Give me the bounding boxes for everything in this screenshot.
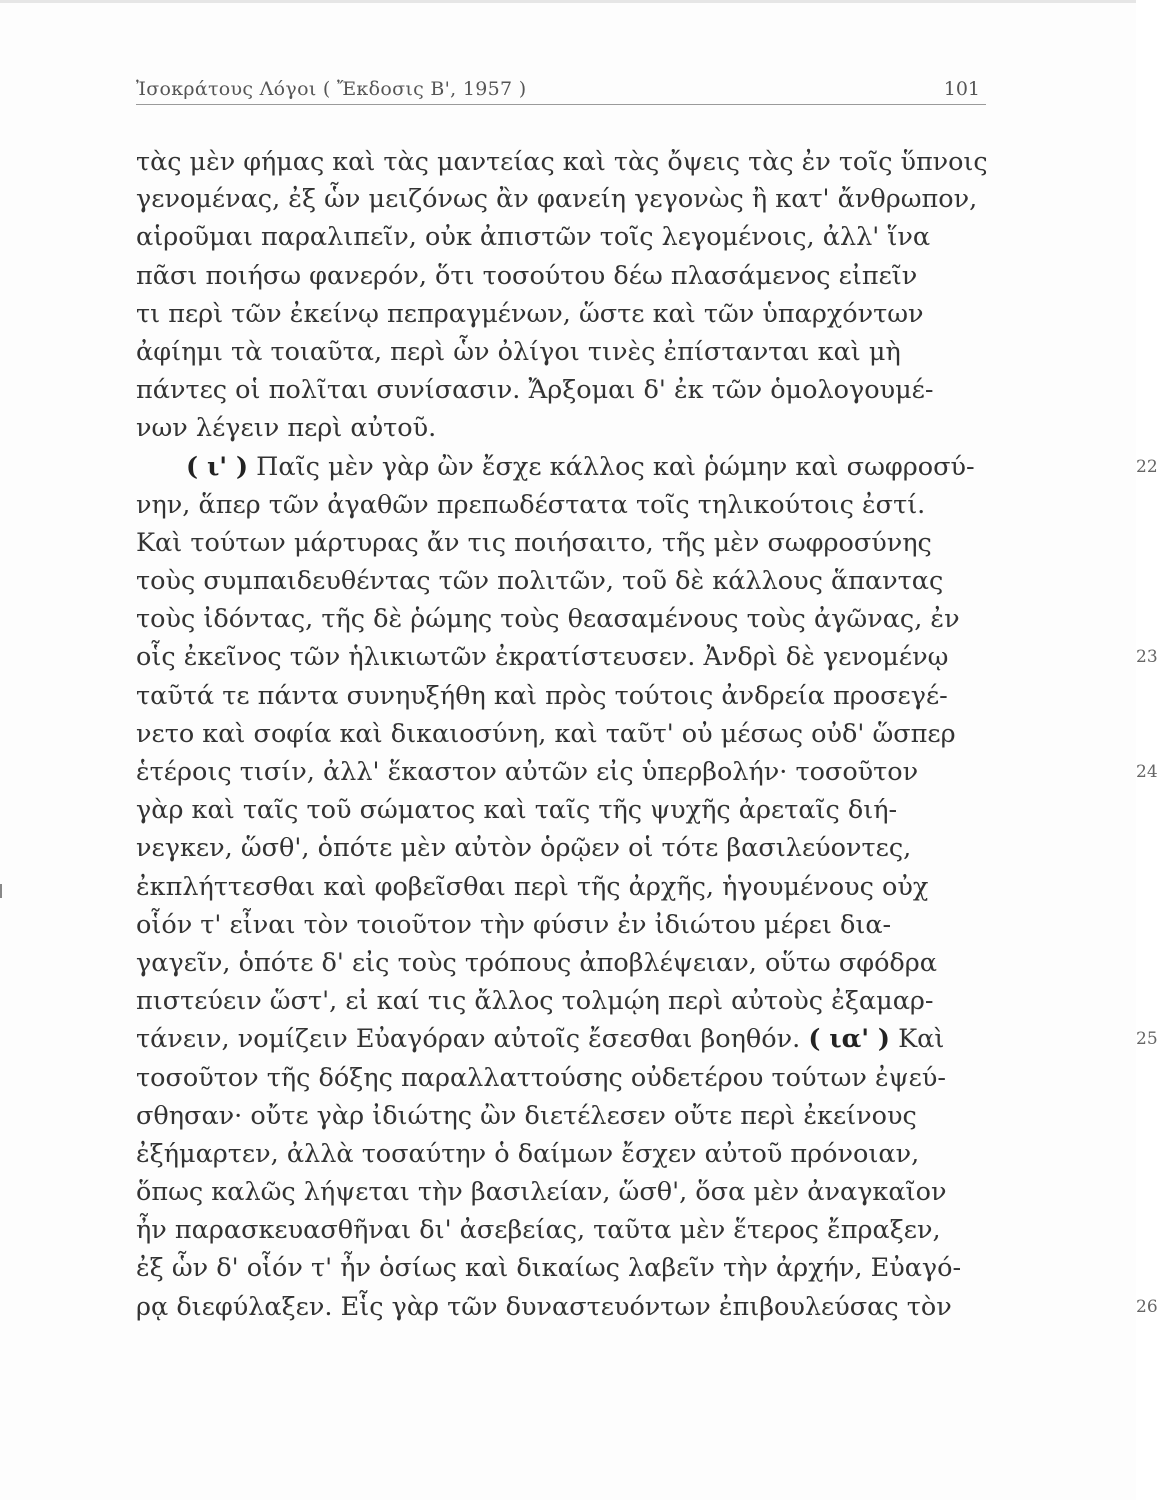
margin-number: 26	[1136, 1296, 1158, 1317]
running-title: Ἰσοκράτους Λόγοι ( Ἔκδοσις Β', 1957 )	[136, 78, 527, 100]
header-rule	[136, 104, 986, 105]
margin-tick	[0, 884, 2, 898]
text-line: τοὺς συμπαιδευθέντας τῶν πολιτῶν, τοῦ δὲ κάλλους ἅπαντας	[136, 566, 944, 597]
text-line: γενομένας, ἐξ ὧν μειζόνως ἂν φανείη γεγονὼς ἢ κατ' ἄνθρωπον,	[136, 184, 978, 215]
margin-number: 25	[1136, 1029, 1158, 1050]
page-top-edge	[0, 0, 1136, 3]
text-line: νεγκεν, ὥσθ', ὁπότε μὲν αὐτὸν ὁρῷεν οἱ τότε βασιλεύοντες,	[136, 833, 912, 864]
text-line: ταῦτά τε πάντα συνηυξήθη καὶ πρὸς τούτοις ἀνδρεία προσεγέ-	[136, 680, 948, 711]
text-line: τάνειν, νομίζειν Εὐαγόραν αὐτοῖς ἔσεσθαι βοηθόν. ( ια' ) Καὶ 25	[136, 1020, 996, 1058]
margin-number: 24	[1136, 762, 1158, 782]
text-line: γαγεῖν, ὁπότε δ' εἰς τοὺς τρόπους ἀποβλέψειαν, οὕτω σφόδρα	[136, 947, 937, 978]
text-line: αἱροῦμαι παραλιπεῖν, οὐκ ἀπιστῶν τοῖς λεγομένοις, ἀλλ' ἵνα	[136, 222, 931, 253]
body-text	[136, 142, 1158, 1326]
margin-number: 22	[1136, 456, 1158, 477]
text-line: σθησαν· οὔτε γὰρ ἰδιώτης ὢν διετέλεσεν οὔτε περὶ ἐκείνους	[136, 1100, 917, 1131]
text-line: ἐξ ὧν δ' οἷόν τ' ἦν ὁσίως καὶ δικαίως λαβεῖν τὴν ἀρχήν, Εὐαγό-	[136, 1253, 962, 1284]
text-line: τοσοῦτον τῆς δόξης παραλλαττούσης οὐδετέρου τούτων ἐψεύ-	[136, 1062, 947, 1093]
text-line: ἦν παρασκευασθῆναι δι' ἀσεβείας, ταῦτα μὲν ἕτερος ἔπραξεν,	[136, 1215, 941, 1246]
page-number: 101	[943, 78, 980, 100]
section-mark-iota: ( ι' )	[186, 451, 249, 482]
text-line: ὅπως καλῶς λήψεται τὴν βασιλείαν, ὥσθ', ὅσα μὲν ἀναγκαῖον	[136, 1177, 947, 1208]
text-line: πιστεύειν ὥστ', εἰ καί τις ἄλλος τολμῴη περὶ αὐτοὺς ἐξαμαρ-	[136, 986, 934, 1017]
text-line: νων λέγειν περὶ αὐτοῦ.	[136, 413, 437, 444]
text-line: πάντες οἱ πολῖται συνίσασιν. Ἄρξομαι δ' ἐκ τῶν ὁμολογουμέ-	[136, 375, 934, 406]
text-line: ἐξήμαρτεν, ἀλλὰ τοσαύτην ὁ δαίμων ἔσχεν αὐτοῦ πρόνοιαν,	[136, 1138, 920, 1169]
margin-number: 23	[1136, 647, 1158, 668]
text-line: Καὶ τούτων μάρτυρας ἄν τις ποιήσαιτο, τῆς μὲν σωφροσύνης	[136, 527, 932, 558]
section-mark-iota-alpha: ( ια' )	[808, 1024, 890, 1055]
text-line: οἷόν τ' εἶναι τὸν τοιοῦτον τὴν φύσιν ἐν ἰδιώτου μέρει δια-	[136, 909, 892, 940]
text-line: τοὺς ἰδόντας, τῆς δὲ ῥώμης τοὺς θεασαμένους τοὺς ἀγῶνας, ἐν	[136, 604, 960, 635]
text-line: ρᾳ διεφύλαξεν. Εἷς γὰρ τῶν δυναστευόντων ἐπιβουλεύσας τὸν 26	[136, 1288, 996, 1326]
text-line: ἑτέροις τισίν, ἀλλ' ἕκαστον αὐτῶν εἰς ὑπερβολήν· τοσοῦτον 24	[136, 753, 996, 791]
text-line: γὰρ καὶ ταῖς τοῦ σώματος καὶ ταῖς τῆς ψυχῆς ἀρεταῖς διή-	[136, 795, 898, 826]
text-line: νην, ἅπερ τῶν ἀγαθῶν πρεπωδέστατα τοῖς τηλικούτοις ἐστί.	[136, 489, 926, 520]
text-line: ἐκπλήττεσθαι καὶ φοβεῖσθαι περὶ τῆς ἀρχῆς, ἡγουμένους οὐχ	[136, 871, 929, 902]
text-line: τι περὶ τῶν ἐκείνῳ πεπραγμένων, ὥστε καὶ τῶν ὑπαρχόντων	[136, 298, 924, 329]
text-line: πᾶσι ποιήσω φανερόν, ὅτι τοσούτου δέω πλασάμενος εἰπεῖν	[136, 260, 918, 291]
text-line: ἀφίημι τὰ τοιαῦτα, περὶ ὧν ὀλίγοι τινὲς ἐπίστανται καὶ μὴ	[136, 336, 901, 367]
running-head	[136, 74, 986, 104]
text-line: νετο καὶ σοφία καὶ δικαιοσύνη, καὶ ταῦτ' οὐ μέσως οὐδ' ὥσπερ	[136, 718, 956, 749]
text-line: ( ι' ) Παῖς μὲν γὰρ ὢν ἔσχε κάλλος καὶ ῥώμην καὶ σωφροσύ- 22	[136, 448, 996, 486]
text-line: τὰς μὲν φήμας καὶ τὰς μαντείας καὶ τὰς ὄψεις τὰς ἐν τοῖς ὕπνοις	[136, 146, 988, 176]
text-line: οἷς ἐκεῖνος τῶν ἡλικιωτῶν ἐκρατίστευσεν. Ἀνδρὶ δὲ γενομένῳ 23	[136, 638, 996, 676]
